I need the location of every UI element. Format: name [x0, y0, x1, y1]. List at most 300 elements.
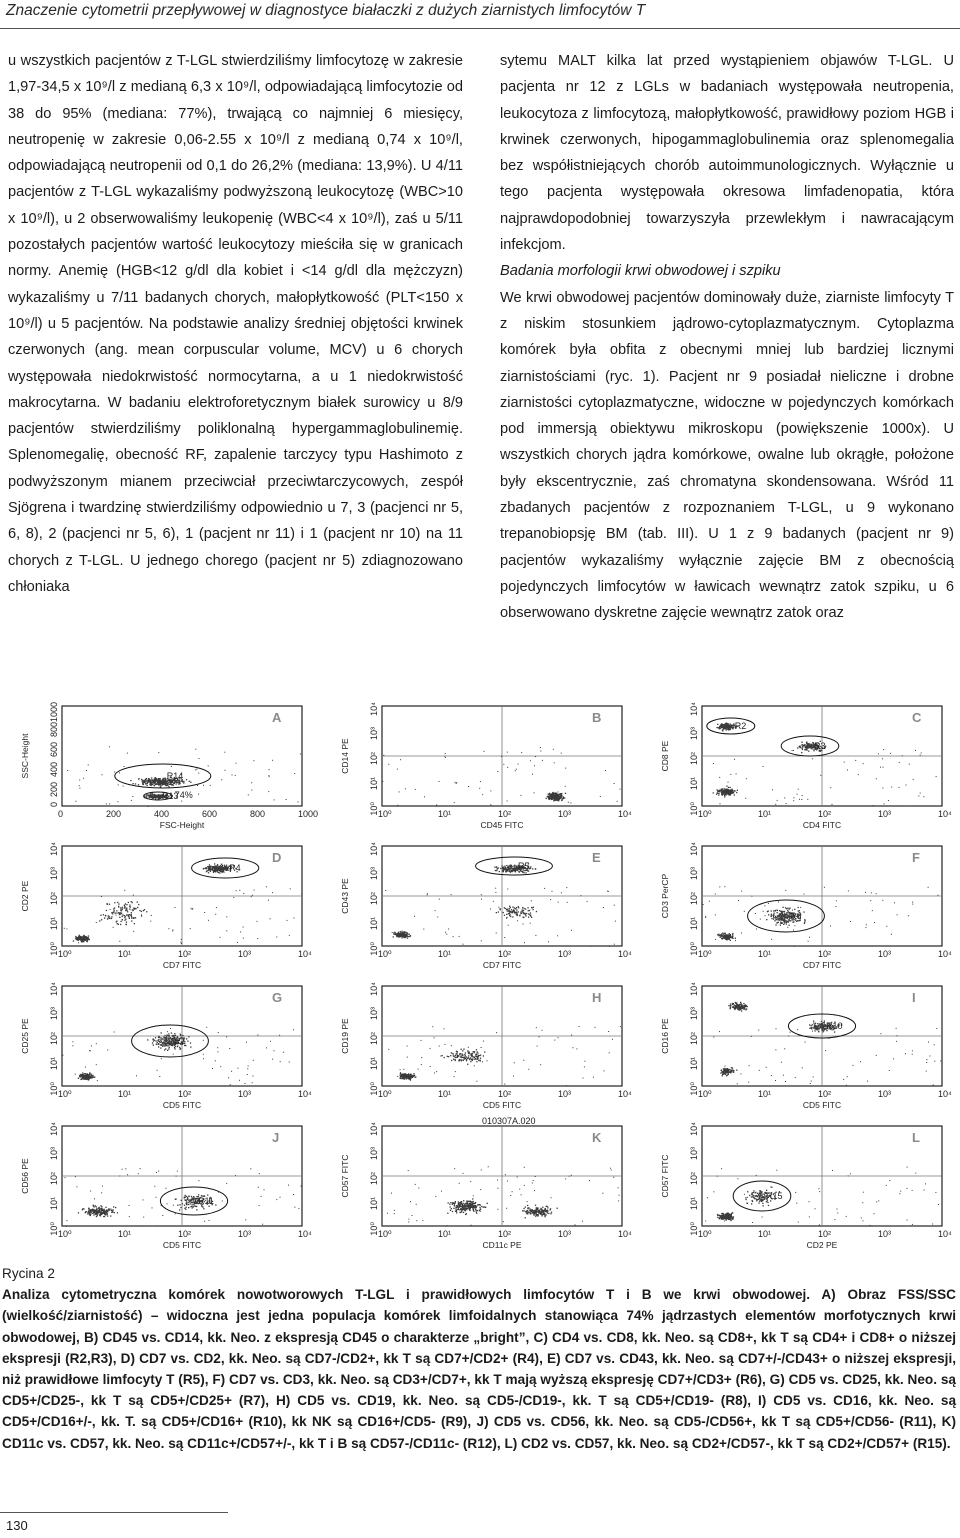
- event-dot: [164, 1049, 165, 1050]
- x-tick-label: 10¹: [758, 809, 772, 819]
- event-dot: [82, 940, 83, 941]
- event-dot: [472, 1059, 473, 1060]
- event-dot: [835, 906, 836, 907]
- event-dot: [809, 937, 810, 938]
- event-dot: [514, 912, 515, 913]
- event-dot: [544, 888, 545, 889]
- event-dot: [536, 1027, 537, 1028]
- event-dot: [90, 1215, 91, 1216]
- event-dot: [80, 938, 81, 939]
- event-dot: [717, 934, 718, 935]
- event-dot: [811, 748, 812, 749]
- event-dot: [773, 910, 774, 911]
- event-dot: [614, 783, 615, 784]
- event-dot: [121, 910, 122, 911]
- event-dot: [162, 780, 163, 781]
- event-dot: [110, 909, 111, 910]
- event-dot: [928, 887, 929, 888]
- event-dot: [160, 780, 161, 781]
- event-dot: [220, 866, 221, 867]
- gate-ellipse: [160, 1187, 227, 1215]
- event-dot: [490, 790, 491, 791]
- event-dot: [226, 870, 227, 871]
- event-dot: [618, 1200, 619, 1201]
- event-dot: [522, 909, 523, 910]
- scatter-points: [385, 863, 616, 947]
- event-dot: [726, 790, 727, 791]
- event-dot: [383, 755, 384, 756]
- event-dot: [107, 1050, 108, 1051]
- event-dot: [82, 1209, 83, 1210]
- x-tick-label: 10⁰: [378, 809, 392, 819]
- event-dot: [834, 1031, 835, 1032]
- event-dot: [719, 886, 720, 887]
- event-dot: [776, 919, 777, 920]
- event-dot: [719, 777, 720, 778]
- event-dot: [728, 723, 729, 724]
- event-dot: [454, 1205, 455, 1206]
- event-dot: [231, 1071, 232, 1072]
- event-dot: [142, 783, 143, 784]
- event-dot: [515, 871, 516, 872]
- event-dot: [114, 1032, 115, 1033]
- event-dot: [123, 786, 124, 787]
- event-dot: [397, 1076, 398, 1077]
- event-dot: [565, 1178, 566, 1179]
- event-dot: [551, 796, 552, 797]
- event-dot: [483, 1055, 484, 1056]
- panel-letter: D: [272, 850, 282, 865]
- event-dot: [920, 755, 921, 756]
- event-dot: [129, 906, 130, 907]
- event-dot: [160, 1047, 161, 1048]
- event-dot: [737, 1004, 738, 1005]
- event-dot: [471, 1201, 472, 1202]
- event-dot: [848, 890, 849, 891]
- event-dot: [203, 868, 204, 869]
- event-dot: [815, 1028, 816, 1029]
- event-dot: [100, 1215, 101, 1216]
- event-dot: [793, 797, 794, 798]
- x-tick-label: 10⁴: [938, 809, 952, 819]
- event-dot: [730, 729, 731, 730]
- event-dot: [257, 921, 258, 922]
- event-dot: [87, 1213, 88, 1214]
- event-dot: [114, 910, 115, 911]
- event-dot: [124, 890, 125, 891]
- event-dot: [803, 745, 804, 746]
- scatter-points: [388, 1026, 621, 1086]
- event-dot: [550, 1213, 551, 1214]
- event-dot: [470, 1205, 471, 1206]
- panel-J: [18, 1116, 318, 1284]
- event-dot: [529, 910, 530, 911]
- event-dot: [555, 798, 556, 799]
- event-dot: [568, 802, 569, 803]
- event-dot: [423, 929, 424, 930]
- event-dot: [167, 1203, 168, 1204]
- event-dot: [814, 1030, 815, 1031]
- event-dot: [217, 1047, 218, 1048]
- event-dot: [542, 1207, 543, 1208]
- event-dot: [195, 1203, 196, 1204]
- y-tick-label: 10²: [49, 1172, 59, 1186]
- event-dot: [507, 869, 508, 870]
- event-dot: [512, 870, 513, 871]
- event-dot: [902, 755, 903, 756]
- event-dot: [151, 915, 152, 916]
- event-dot: [191, 908, 192, 909]
- event-dot: [66, 1226, 67, 1227]
- event-dot: [535, 935, 536, 936]
- event-dot: [174, 1033, 175, 1034]
- event-dot: [525, 1211, 526, 1212]
- event-dot: [471, 1059, 472, 1060]
- event-dot: [894, 902, 895, 903]
- event-dot: [480, 781, 481, 782]
- event-dot: [912, 904, 913, 905]
- event-dot: [823, 1030, 824, 1031]
- event-dot: [188, 1204, 189, 1205]
- event-dot: [872, 910, 873, 911]
- event-dot: [742, 1008, 743, 1009]
- event-dot: [768, 903, 769, 904]
- event-dot: [167, 1031, 168, 1032]
- event-dot: [104, 918, 105, 919]
- event-dot: [801, 799, 802, 800]
- event-dot: [85, 1077, 86, 1078]
- event-dot: [525, 915, 526, 916]
- event-dot: [737, 790, 738, 791]
- event-dot: [453, 1059, 454, 1060]
- event-dot: [453, 1208, 454, 1209]
- event-dot: [921, 753, 922, 754]
- event-dot: [400, 1075, 401, 1076]
- event-dot: [822, 1025, 823, 1026]
- event-dot: [462, 1205, 463, 1206]
- event-dot: [167, 1045, 168, 1046]
- event-dot: [215, 1204, 216, 1205]
- event-dot: [784, 922, 785, 923]
- event-dot: [116, 915, 117, 916]
- event-dot: [410, 1074, 411, 1075]
- event-dot: [81, 1079, 82, 1080]
- event-dot: [815, 1023, 816, 1024]
- event-dot: [448, 1056, 449, 1057]
- event-dot: [186, 1207, 187, 1208]
- event-dot: [850, 921, 851, 922]
- event-dot: [893, 1058, 894, 1059]
- event-dot: [448, 929, 449, 930]
- event-dot: [504, 1084, 505, 1085]
- event-dot: [508, 867, 509, 868]
- x-tick-label: 10¹: [118, 949, 132, 959]
- event-dot: [482, 1061, 483, 1062]
- x-tick-label: 10⁰: [698, 949, 712, 959]
- y-tick-label: 10²: [369, 1032, 379, 1046]
- event-dot: [778, 901, 779, 902]
- event-dot: [264, 1189, 265, 1190]
- event-dot: [933, 1084, 934, 1085]
- gate-label: R13: [162, 791, 179, 801]
- event-dot: [738, 900, 739, 901]
- event-dot: [73, 940, 74, 941]
- event-dot: [130, 780, 131, 781]
- event-dot: [187, 1041, 188, 1042]
- event-dot: [164, 778, 165, 779]
- event-dot: [555, 796, 556, 797]
- event-dot: [612, 1039, 613, 1040]
- x-tick-label: 10⁰: [698, 1089, 712, 1099]
- event-dot: [496, 1032, 497, 1033]
- event-dot: [820, 1026, 821, 1027]
- event-dot: [530, 923, 531, 924]
- event-dot: [459, 1183, 460, 1184]
- event-dot: [445, 932, 446, 933]
- event-dot: [96, 1064, 97, 1065]
- event-dot: [771, 939, 772, 940]
- event-dot: [743, 1003, 744, 1004]
- event-dot: [462, 1055, 463, 1056]
- event-dot: [470, 1181, 471, 1182]
- event-dot: [159, 778, 160, 779]
- event-dot: [768, 914, 769, 915]
- event-dot: [125, 1168, 126, 1169]
- x-tick-label: 10⁴: [298, 949, 312, 959]
- event-dot: [179, 1204, 180, 1205]
- event-dot: [772, 789, 773, 790]
- event-dot: [525, 1207, 526, 1208]
- event-dot: [447, 1213, 448, 1214]
- event-dot: [181, 943, 182, 944]
- event-dot: [144, 795, 145, 796]
- event-dot: [103, 1211, 104, 1212]
- event-dot: [726, 1072, 727, 1073]
- event-dot: [83, 935, 84, 936]
- event-dot: [167, 783, 168, 784]
- event-dot: [221, 871, 222, 872]
- event-dot: [603, 907, 604, 908]
- event-dot: [172, 784, 173, 785]
- x-tick-label: 10³: [558, 949, 572, 959]
- panel-J-plot: [18, 1116, 318, 1284]
- event-dot: [728, 789, 729, 790]
- event-dot: [938, 895, 939, 896]
- event-dot: [778, 915, 779, 916]
- event-dot: [495, 870, 496, 871]
- event-dot: [118, 924, 119, 925]
- event-dot: [185, 1195, 186, 1196]
- event-dot: [393, 936, 394, 937]
- event-dot: [799, 746, 800, 747]
- event-dot: [730, 940, 731, 941]
- event-dot: [402, 1074, 403, 1075]
- event-dot: [254, 890, 255, 891]
- event-dot: [99, 920, 100, 921]
- event-dot: [855, 760, 856, 761]
- event-dot: [179, 1209, 180, 1210]
- event-dot: [91, 1074, 92, 1075]
- event-dot: [571, 930, 572, 931]
- event-dot: [561, 796, 562, 797]
- event-dot: [497, 771, 498, 772]
- event-dot: [182, 781, 183, 782]
- event-dot: [522, 907, 523, 908]
- event-dot: [507, 909, 508, 910]
- event-dot: [154, 778, 155, 779]
- event-dot: [186, 1200, 187, 1201]
- event-dot: [896, 1028, 897, 1029]
- x-axis-label: CD4 FITC: [802, 820, 842, 830]
- event-dot: [136, 945, 137, 946]
- event-dot: [461, 1059, 462, 1060]
- event-dot: [469, 1203, 470, 1204]
- event-dot: [497, 1180, 498, 1181]
- event-dot: [436, 804, 437, 805]
- event-dot: [736, 773, 737, 774]
- event-dot: [498, 911, 499, 912]
- event-dot: [138, 778, 139, 779]
- event-dot: [800, 946, 801, 947]
- event-dot: [725, 790, 726, 791]
- event-dot: [620, 1026, 621, 1027]
- event-dot: [226, 930, 227, 931]
- event-dot: [535, 1205, 536, 1206]
- event-dot: [463, 1173, 464, 1174]
- event-dot: [247, 1074, 248, 1075]
- event-dot: [717, 793, 718, 794]
- event-dot: [124, 766, 125, 767]
- event-dot: [731, 789, 732, 790]
- event-dot: [786, 917, 787, 918]
- event-dot: [825, 1050, 826, 1051]
- event-dot: [808, 941, 809, 942]
- event-dot: [537, 1215, 538, 1216]
- event-dot: [766, 1067, 767, 1068]
- y-tick-label: 10²: [689, 1032, 699, 1046]
- event-dot: [209, 866, 210, 867]
- event-dot: [155, 795, 156, 796]
- event-dot: [819, 1028, 820, 1029]
- event-dot: [583, 1078, 584, 1079]
- event-dot: [787, 916, 788, 917]
- event-dot: [526, 1212, 527, 1213]
- event-dot: [83, 937, 84, 938]
- event-dot: [730, 936, 731, 937]
- event-dot: [764, 905, 765, 906]
- event-dot: [584, 1066, 585, 1067]
- event-dot: [214, 863, 215, 864]
- event-dot: [728, 787, 729, 788]
- event-dot: [481, 899, 482, 900]
- event-dot: [512, 910, 513, 911]
- event-dot: [518, 871, 519, 872]
- event-dot: [175, 907, 176, 908]
- event-dot: [190, 1047, 191, 1048]
- event-dot: [785, 914, 786, 915]
- panel-letter: F: [912, 850, 920, 865]
- event-dot: [464, 1203, 465, 1204]
- y-tick-label: 10⁴: [49, 982, 59, 996]
- event-dot: [533, 907, 534, 908]
- event-dot: [720, 1073, 721, 1074]
- event-dot: [572, 1047, 573, 1048]
- event-dot: [535, 1216, 536, 1217]
- event-dot: [421, 1040, 422, 1041]
- event-dot: [476, 1211, 477, 1212]
- x-tick-label: 10⁴: [938, 1089, 952, 1099]
- event-dot: [447, 1056, 448, 1057]
- event-dot: [558, 1037, 559, 1038]
- y-tick-label: 10³: [49, 1147, 59, 1161]
- event-dot: [268, 791, 269, 792]
- event-dot: [876, 1055, 877, 1056]
- event-dot: [87, 1212, 88, 1213]
- event-dot: [186, 1204, 187, 1205]
- x-tick-label: 10³: [878, 949, 892, 959]
- event-dot: [718, 934, 719, 935]
- event-dot: [212, 870, 213, 871]
- event-dot: [780, 917, 781, 918]
- event-dot: [89, 1050, 90, 1051]
- event-dot: [276, 937, 277, 938]
- event-dot: [154, 1186, 155, 1187]
- event-dot: [480, 1189, 481, 1190]
- body-column-left: [8, 48, 463, 600]
- event-dot: [198, 1180, 199, 1181]
- event-dot: [105, 1214, 106, 1215]
- event-dot: [506, 918, 507, 919]
- event-dot: [85, 1212, 86, 1213]
- event-dot: [553, 800, 554, 801]
- event-dot: [565, 768, 566, 769]
- event-dot: [268, 775, 269, 776]
- event-dot: [459, 1205, 460, 1206]
- event-dot: [503, 912, 504, 913]
- event-dot: [722, 1075, 723, 1076]
- event-dot: [479, 788, 480, 789]
- gate-label: R3: [814, 741, 826, 751]
- event-dot: [553, 798, 554, 799]
- event-dot: [186, 779, 187, 780]
- event-dot: [463, 1212, 464, 1213]
- event-dot: [732, 725, 733, 726]
- event-dot: [196, 1209, 197, 1210]
- event-dot: [117, 902, 118, 903]
- event-dot: [171, 1032, 172, 1033]
- event-dot: [496, 867, 497, 868]
- x-tick-label: 10¹: [438, 1089, 452, 1099]
- event-dot: [449, 1204, 450, 1205]
- event-dot: [516, 869, 517, 870]
- event-dot: [766, 919, 767, 920]
- event-dot: [542, 1030, 543, 1031]
- event-dot: [545, 1214, 546, 1215]
- event-dot: [730, 1005, 731, 1006]
- event-dot: [470, 1061, 471, 1062]
- event-dot: [294, 918, 295, 919]
- event-dot: [410, 1201, 411, 1202]
- event-dot: [217, 871, 218, 872]
- event-dot: [510, 866, 511, 867]
- event-dot: [156, 795, 157, 796]
- event-dot: [724, 795, 725, 796]
- event-dot: [416, 1220, 417, 1221]
- event-dot: [804, 894, 805, 895]
- event-dot: [504, 915, 505, 916]
- event-dot: [758, 1030, 759, 1031]
- event-dot: [509, 911, 510, 912]
